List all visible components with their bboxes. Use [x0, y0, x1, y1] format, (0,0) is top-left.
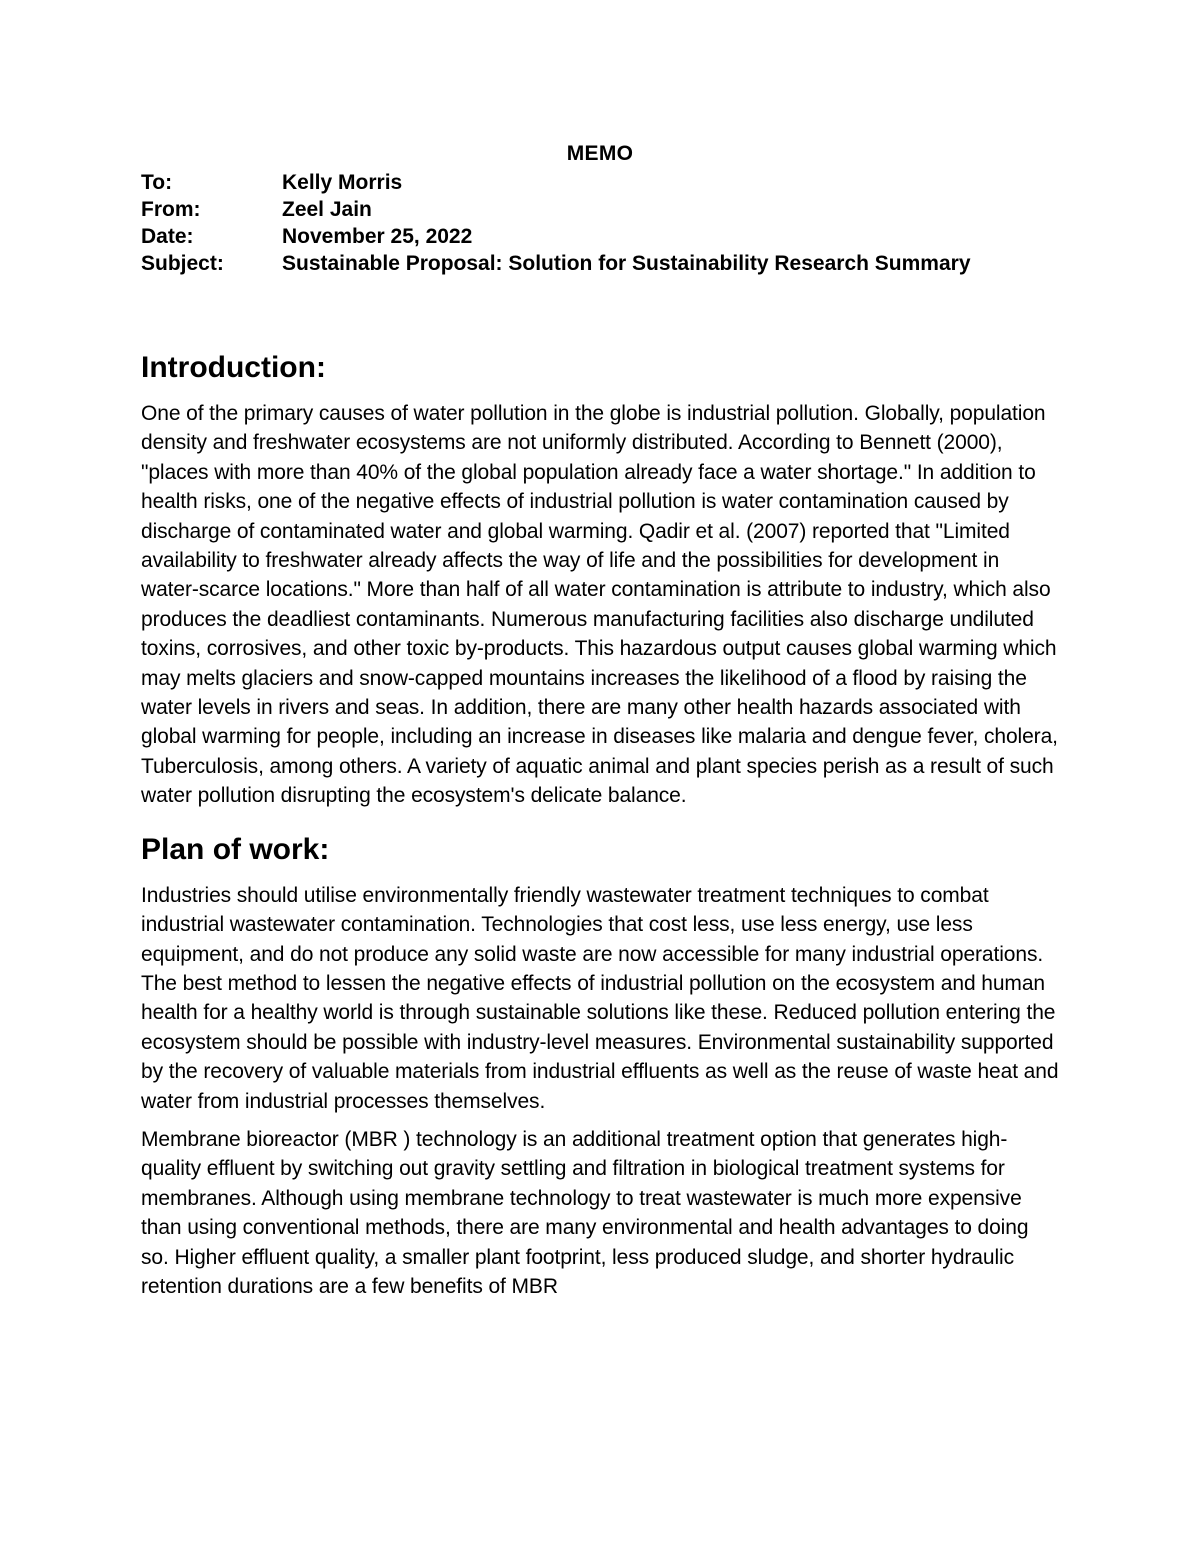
from-value: Zeel Jain — [282, 198, 372, 221]
memo-to-row — [141, 169, 1081, 196]
from-label: From: — [141, 198, 201, 221]
to-label: To: — [141, 171, 173, 194]
subject-label: Subject: — [141, 252, 224, 275]
to-value: Kelly Morris — [282, 171, 403, 194]
plan-paragraph-2: Membrane bioreactor (MBR ) technology is an additional treatment option that generates high-quality effluent by switching out gravity settling and filtration in biological treatment systems for membranes. Although using membrane technology to treat wastewater is much more expensive than using conventional methods, there are many environmental and health advantages to doing so. Higher effluent quality, a smaller plant footprint, less produced sludge, and shorter hydraulic retention durations are a few benefits of MBR — [141, 1127, 1029, 1298]
memo-body — [141, 344, 1061, 1301]
introduction-heading: Introduction: — [141, 351, 326, 384]
subject-value: Sustainable Proposal: Solution for Sustainability Research Summary — [282, 252, 971, 275]
memo-subject-row — [141, 250, 1081, 277]
plan-paragraph-1: Industries should utilise environmentally friendly wastewater treatment techniques to combat industrial wastewater contamination. Technologies that cost less, use less energy, use less equipment, and do not produce any solid waste are now accessible for many industrial operations. The best method to lessen the negative effects of industrial pollution on the ecosystem and human health for a healthy world is through sustainable solutions like these. Reduced pollution entering the ecosystem should be possible with industry-level measures. Environmental sustainability supported by the recovery of valuable materials from industrial effluents as well as the reuse of waste heat and water from industrial processes themselves. — [141, 883, 1059, 1113]
date-value: November 25, 2022 — [282, 225, 473, 248]
memo-date-row — [141, 223, 1081, 250]
memo-title: MEMO — [566, 142, 634, 165]
plan-of-work-heading: Plan of work: — [141, 832, 330, 866]
introduction-paragraph: One of the primary causes of water pollution in the globe is industrial pollution. Globally, population density and freshwater ecosystems are not uniformly distributed. According to Bennett (2000), "places with more than 40% of the global population already face a water shortage." In addition to health risks, one of the negative effects of industrial pollution is water contamination caused by discharge of contaminated water and global warming. Qadir et al. (2007) reported that "Limited availability to freshwater already affects the way of life and the possibilities for development in water-scarce locations." More than half of all water contamination is attribute to industry, which also produces the deadliest contaminants. Numerous manufacturing facilities also discharge undiluted toxins, corrosives, and other toxic by-products. This hazardous output causes global warming which may melts glaciers and snow-capped mountains increases the likelihood of a flood by raising the water levels in rivers and seas. In addition, there are many other health hazards associated with global warming for people, including an increase in diseases like malaria and dengue fever, cholera, Tuberculosis, among others. A variety of aquatic animal and plant species perish as a result of such water pollution disrupting the ecosystem's delicate balance. — [141, 402, 1058, 808]
memo-header — [141, 169, 1081, 277]
memo-from-row — [141, 196, 1081, 223]
date-label: Date: — [141, 225, 194, 248]
